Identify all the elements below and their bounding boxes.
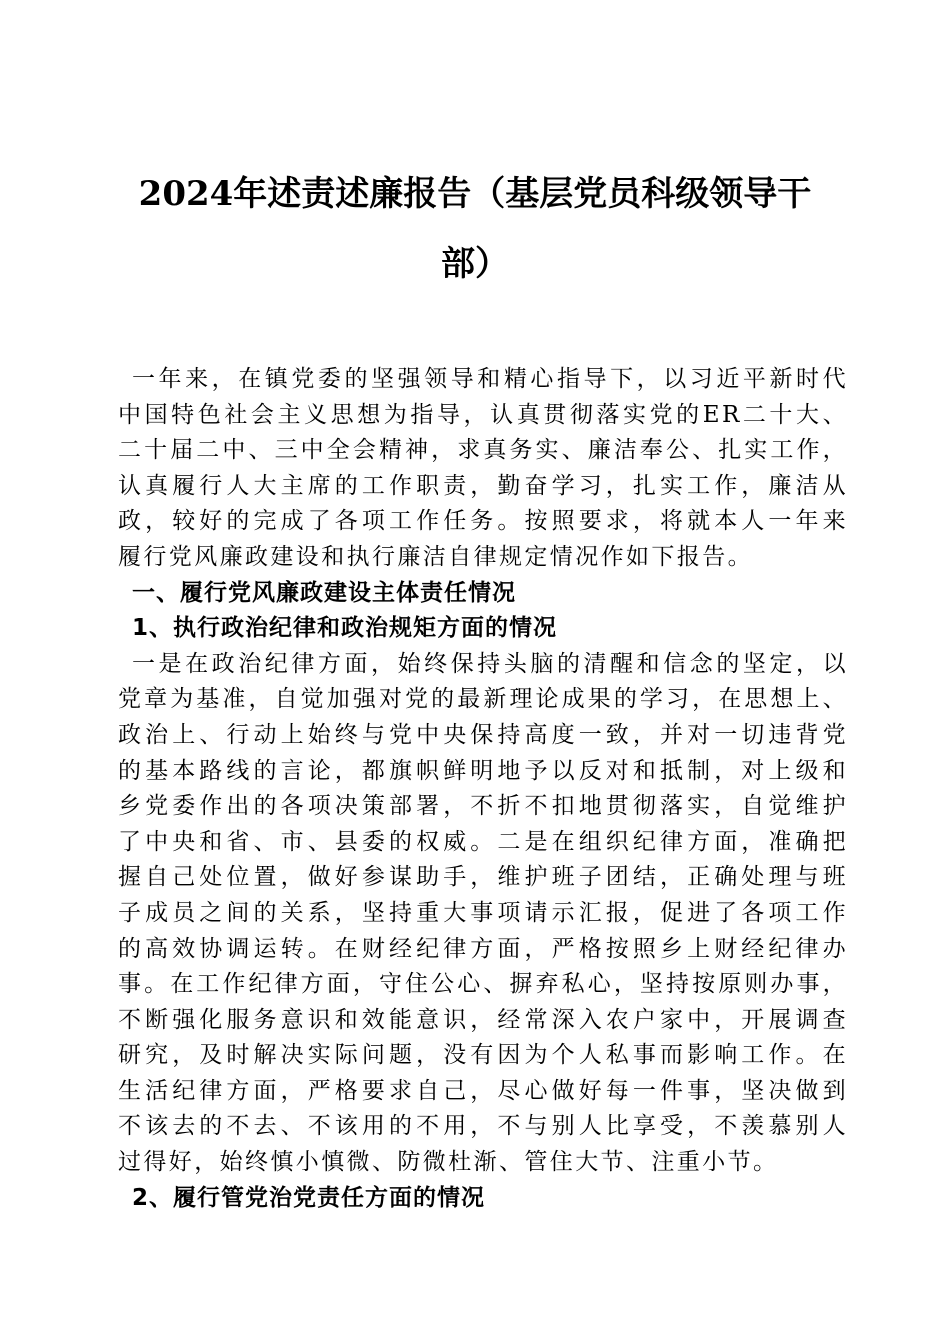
paragraph-line: 认真履行人大主席的工作职责，勤奋学习，扎实工作，廉洁从 <box>118 472 848 499</box>
paragraph-line: 不该去的不去、不该用的不用，不与别人比享受，不羡慕别人 <box>118 1113 848 1140</box>
paragraph-line: 生活纪律方面，严格要求自己，尽心做好每一件事，坚决做到 <box>118 1077 848 1104</box>
paragraph-line: 过得好，始终慎小慎微、防微杜渐、管住大节、注重小节。 <box>118 1149 779 1176</box>
subsection-heading: 2、履行管党治党责任方面的情况 <box>132 1184 486 1211</box>
subsection-heading: 1、执行政治纪律和政治规矩方面的情况 <box>132 615 558 642</box>
paragraph-line: 子成员之间的关系，坚持重大事项请示汇报，促进了各项工作 <box>118 899 848 926</box>
paragraph-line: 一年来，在镇党委的坚强领导和精心指导下，以习近平新时代 <box>132 366 848 392</box>
document-body <box>118 362 848 1216</box>
paragraph-line: 乡党委作出的各项决策部署，不折不扣地贯彻落实，自觉维护 <box>118 793 848 820</box>
paragraph-line: 党章为基准，自觉加强对党的最新理论成果的学习，在思想上、 <box>118 686 848 713</box>
paragraph-line: 二十届二中、三中全会精神，求真务实、廉洁奉公、扎实工作， <box>118 437 848 464</box>
paragraph-line: 了中央和省、市、县委的权威。二是在组织纪律方面，准确把 <box>118 828 848 855</box>
paragraph-line: 的高效协调运转。在财经纪律方面，严格按照乡上财经纪律办 <box>118 935 848 962</box>
document-title-line-2: 部） <box>441 244 509 284</box>
paragraph-line: 研究，及时解决实际问题，没有因为个人私事而影响工作。在 <box>118 1042 848 1069</box>
section-heading: 一、履行党风廉政建设主体责任情况 <box>132 579 516 606</box>
paragraph-line: 政，较好的完成了各项工作任务。按照要求，将就本人一年来 <box>118 508 848 535</box>
document-title-line-1: 2024年述责述廉报告（基层党员科级领导干 <box>138 174 812 214</box>
paragraph-line: 履行党风廉政建设和执行廉洁自律规定情况作如下报告。 <box>118 543 753 570</box>
paragraph-line: 政治上、行动上始终与党中央保持高度一致，并对一切违背党 <box>118 721 848 748</box>
paragraph-line: 中国特色社会主义思想为指导，认真贯彻落实党的ER二十大、 <box>118 401 848 428</box>
paragraph-line: 握自己处位置，做好参谋助手，维护班子团结，正确处理与班 <box>118 864 848 891</box>
paragraph-line: 一是在政治纪律方面，始终保持头脑的清醒和信念的坚定，以 <box>132 650 848 677</box>
paragraph-line: 的基本路线的言论，都旗帜鲜明地予以反对和抵制，对上级和 <box>118 757 848 784</box>
paragraph-line: 不断强化服务意识和效能意识，经常深入农户家中，开展调查 <box>118 1006 848 1033</box>
paragraph-line: 事。在工作纪律方面，守住公心、摒弃私心，坚持按原则办事， <box>118 971 848 998</box>
